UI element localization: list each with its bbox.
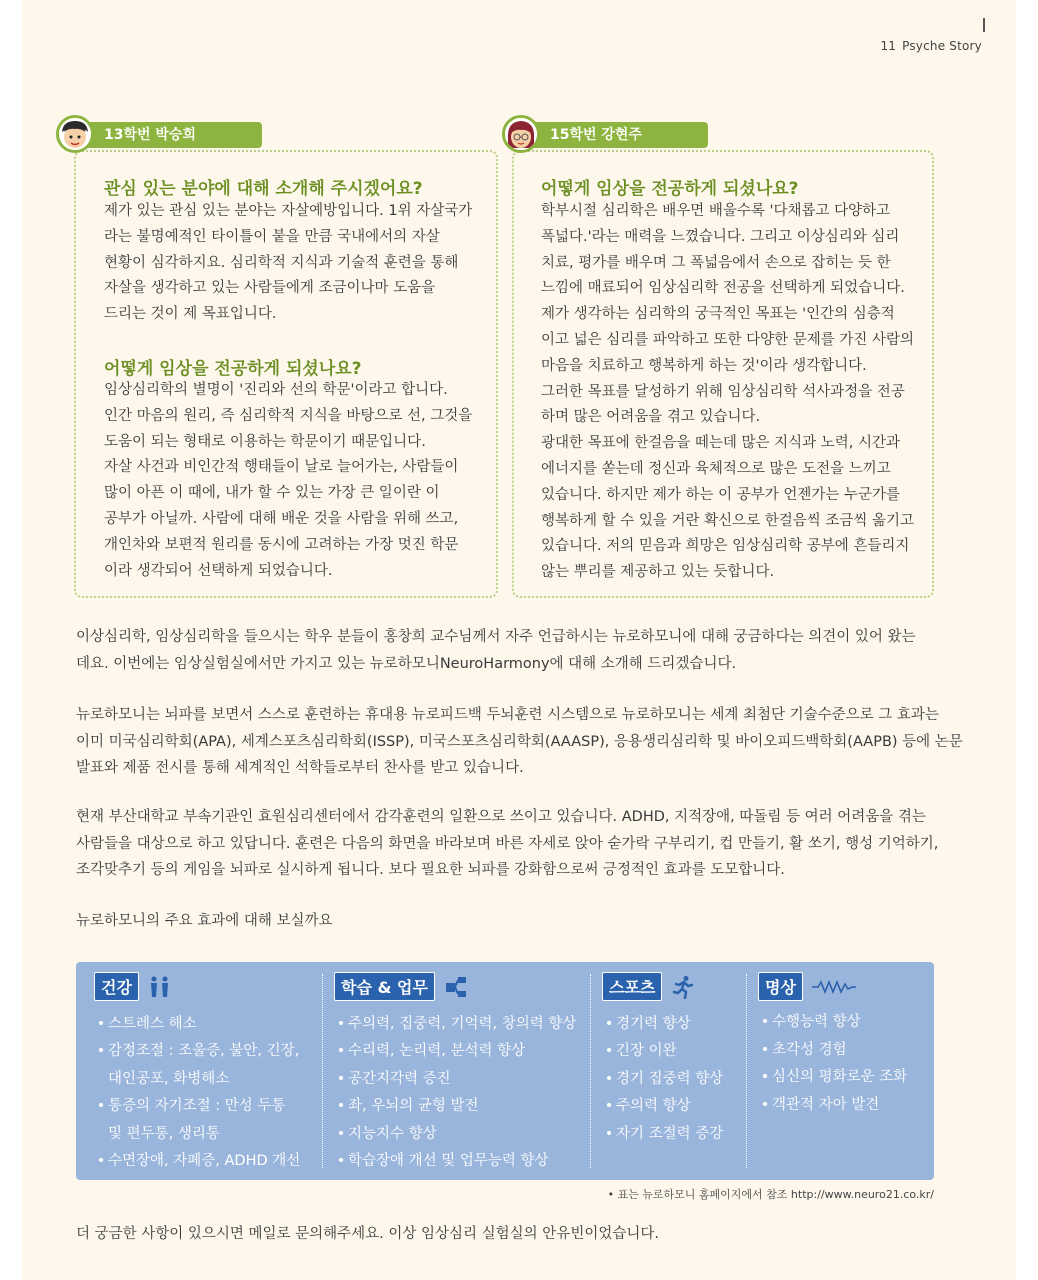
column-title: 명상 bbox=[758, 972, 803, 1001]
column-divider bbox=[746, 974, 747, 1168]
effects-list bbox=[758, 1009, 907, 1119]
closing-text: 더 궁금한 사항이 있으시면 메일로 문의해주세요. 이상 임상심리 실험실의 안유빈이었습니다. bbox=[76, 1226, 659, 1242]
column-divider bbox=[322, 974, 323, 1168]
body-paragraph-description: 뉴로하모니는 뇌파를 보면서 스스로 훈련하는 휴대용 뉴로피드백 두뇌훈련 시스템으로 뉴로하모니는 세계 최첨단 기술수준으로 그 효과는 이미 미국심리학회(APA), 세계스포츠심리학회(ISSP), 미국스포츠심리학회(AAASP), 응용생리심리학 및 바이오피드백학회(AAPB) 등에 논문 발표와 제품 전시를 통해 세계적인 석학들로부터 찬사를 받고 있습니다. bbox=[76, 707, 963, 776]
list-item: • 스트레스 해소 bbox=[96, 1015, 197, 1032]
body-paragraph-intro: 이상심리학, 임상심리학을 들으시는 학우 분들이 홍창희 교수님께서 자주 언급하시는 뉴로하모니에 대해 궁금하다는 의견이 있어 왔는 데요. 이번에는 임상실험실에서만 가지고 있는 뉴로하모니NeuroHarmony에 대해 소개해 드리겠습니다. bbox=[76, 629, 916, 672]
wave-icon bbox=[812, 979, 856, 999]
column-divider bbox=[590, 974, 591, 1168]
list-item: • 자기 조절력 증강 bbox=[604, 1125, 724, 1142]
list-item: • 지능지수 향상 bbox=[336, 1125, 437, 1142]
effects-list bbox=[334, 1011, 576, 1176]
body-paragraph-lead: 뉴로하모니의 주요 효과에 대해 보실까요 bbox=[76, 913, 333, 929]
list-item: • 학습장애 개선 및 업무능력 향상 bbox=[336, 1153, 549, 1169]
list-item: • 주의력 향상 bbox=[604, 1098, 691, 1114]
list-item: • 수리력, 논리력, 분석력 향상 bbox=[336, 1043, 526, 1059]
page-header bbox=[880, 39, 982, 53]
question-heading: 관심 있는 분야에 대해 소개해 주시겠어요? bbox=[104, 179, 423, 199]
student-tag-right bbox=[502, 117, 722, 151]
column-title: 학습 & 업무 bbox=[334, 972, 435, 1001]
student-name-right: 15학번 강현주 bbox=[530, 122, 708, 148]
answer-paragraph: 임상심리학의 별명이 '진리와 선의 학문'이라고 합니다. 인간 마음의 원리, 즉 심리학적 지식을 바탕으로 선, 그것을 도움이 되는 형태로 이용하는 학문이기 때문입니다. 자살 사건과 비인간적 행태들이 날로 늘어가는, 사람들이 많이 아픈 이 때에, 내가 할 수 있는 가장 큰 일이란 이 공부가 아닐까. 사람에 대해 배운 것을 사람을 위해 쓰고, 개인차와 보편적 원리를 동시에 고려하는 가장 멋진 학문 이라 생각되어 선택하게 되었습니다. bbox=[104, 382, 473, 579]
column-title: 스포츠 bbox=[602, 972, 662, 1001]
list-item: • 초각성 경험 bbox=[760, 1041, 847, 1058]
avatar-girl-icon bbox=[502, 115, 540, 153]
avatar-boy-icon bbox=[56, 115, 94, 153]
network-icon bbox=[444, 975, 468, 1003]
answer-paragraph: 학부시절 심리학은 배우면 배울수록 '다채롭고 다양하고 폭넓다.'라는 매력을 느꼈습니다. 그리고 이상심리와 심리 치료, 평가를 배우며 그 폭넓음에서 손으로 잡히는 듯 한 느낌에 매료되어 임상심리학 전공을 선택하게 되었습니다. 제가 생각하는 심리학의 궁극적인 목표는 '인간의 심층적 이고 넓은 심리를 파악하고 또한 다양한 문제를 가진 사람의 마음을 치료하고 행복하게 하는 것'이라 생각합니다. 그러한 목표를 달성하기 위해 임상심리학 석사과정을 전공 하며 많은 어려움을 겪고 있습니다. 광대한 목표에 한걸음을 떼는데 많은 지식과 노력, 시간과 에너지를 쏟는데 정신과 육체적으로 많은 도전을 느끼고 있습니다. 하지만 제가 하는 이 공부가 언젠가는 누군가를 행복하게 할 수 있을 거란 확신으로 한걸음씩 조금씩 옮기고 있습니다. 저의 믿음과 희망은 임상심리학 공부에 흔들리지 않는 뿌리를 제공하고 있는 듯합니다. bbox=[541, 203, 915, 581]
list-item: • 감정조절 : 조울증, 불안, 긴장, bbox=[96, 1043, 300, 1059]
answer-paragraph: 제가 있는 관심 있는 분야는 자살예방입니다. 1위 자살국가 라는 불명예적인 타이틀이 붙을 만큼 국내에서의 자살 현황이 심각하지요. 심리학적 지식과 기술적 훈련을 통해 자살을 생각하고 있는 사람들에게 조금이나마 도움을 드리는 것이 제 목표입니다. bbox=[104, 203, 473, 323]
header-divider bbox=[983, 18, 985, 32]
source-note: • 표는 뉴로하모니 홈페이지에서 참조 http://www.neuro21.co.kr/ bbox=[607, 1188, 934, 1201]
effects-table bbox=[76, 962, 934, 1180]
student-tag-left bbox=[56, 117, 276, 151]
magazine-title: Psyche Story bbox=[902, 39, 982, 53]
list-item: • 경기 집중력 향상 bbox=[604, 1070, 724, 1087]
list-item: • 경기력 향상 bbox=[604, 1015, 691, 1032]
list-item: • 심신의 평화로운 조화 bbox=[760, 1069, 908, 1085]
people-icon bbox=[148, 975, 172, 1003]
question-heading: 어떻게 임상을 전공하게 되셨나요? bbox=[541, 179, 799, 199]
effects-column-sports bbox=[602, 972, 723, 1148]
list-item: • 좌, 우뇌의 균형 발전 bbox=[336, 1098, 479, 1114]
column-title: 건강 bbox=[94, 972, 139, 1001]
list-item: • 객관적 자아 발견 bbox=[760, 1096, 880, 1113]
page-number: 11 bbox=[880, 39, 897, 53]
runner-icon bbox=[671, 975, 695, 1003]
effects-column-study bbox=[334, 972, 576, 1176]
effects-list bbox=[94, 1011, 300, 1176]
list-item: 대인공포, 화병해소 bbox=[108, 1070, 230, 1087]
list-item: 및 편두통, 생리통 bbox=[108, 1125, 220, 1142]
effects-column-health bbox=[94, 972, 300, 1176]
list-item: • 공간지각력 증진 bbox=[336, 1070, 451, 1087]
effects-list bbox=[602, 1011, 723, 1149]
student-name-left: 13학번 박승희 bbox=[84, 122, 262, 148]
list-item: • 통증의 자기조절 : 만성 두통 bbox=[96, 1098, 286, 1114]
list-item: • 주의력, 집중력, 기억력, 창의력 향상 bbox=[336, 1015, 577, 1032]
body-paragraph-usage: 현재 부산대학교 부속기관인 효원심리센터에서 감각훈련의 일환으로 쓰이고 있습니다. ADHD, 지적장애, 따돌림 등 여러 어려움을 겪는 사람들을 대상으로 하고 있답니다. 훈련은 다음의 화면을 바라보며 바른 자세로 앉아 숟가락 구부리기, 컵 만들기, 활 쏘기, 행성 기억하기, 조각맞추기 등의 게임을 뇌파로 실시하게 됩니다. 보다 필요한 뇌파를 강화함으로써 긍정적인 효과를 도모합니다. bbox=[76, 809, 939, 878]
list-item: • 수면장애, 자폐증, ADHD 개선 bbox=[96, 1153, 301, 1169]
question-heading: 어떻게 임상을 전공하게 되셨나요? bbox=[104, 359, 362, 379]
list-item: • 긴장 이완 bbox=[604, 1043, 677, 1059]
list-item: • 수행능력 향상 bbox=[760, 1014, 861, 1030]
effects-column-meditation bbox=[758, 972, 907, 1119]
